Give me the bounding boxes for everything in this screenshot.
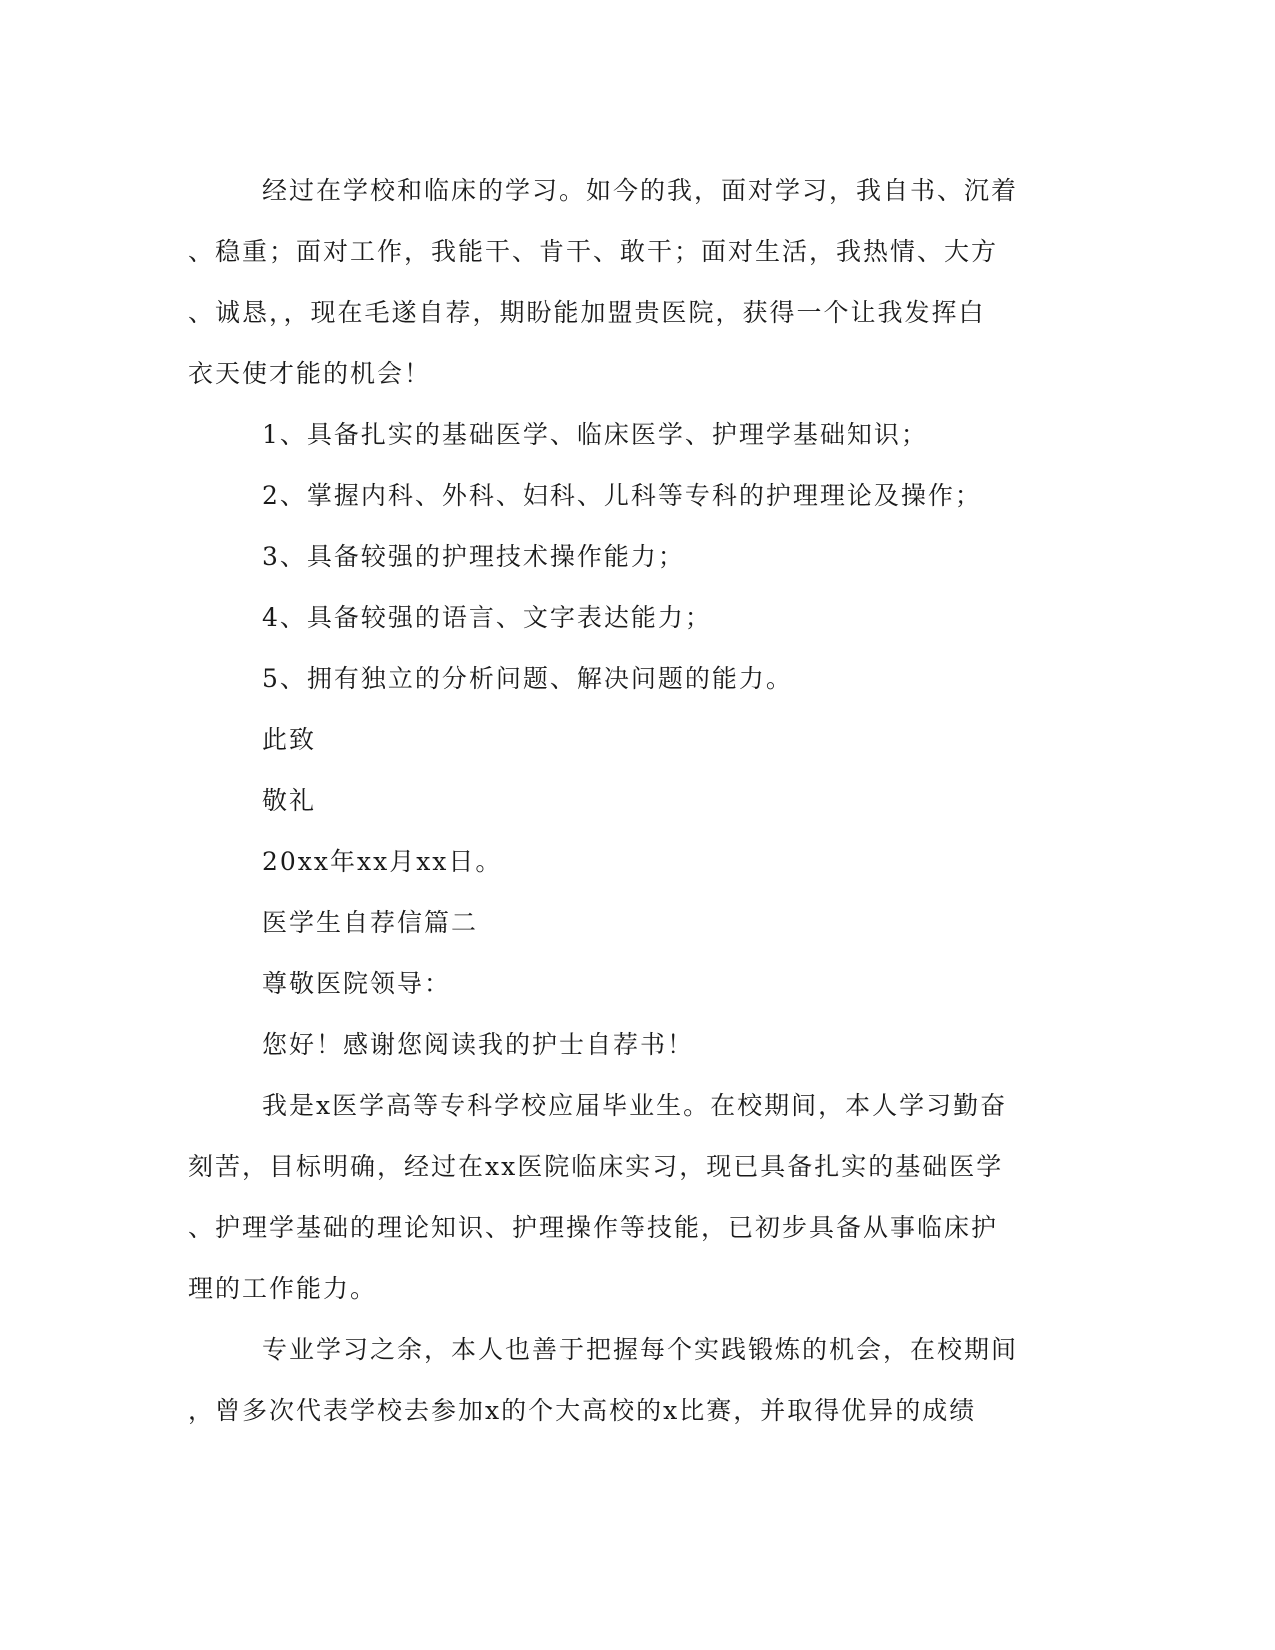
text-line: ，曾多次代表学校去参加x的个大高校的x比赛，并取得优异的成绩 bbox=[188, 1396, 977, 1425]
list-item: 1、具备扎实的基础医学、临床医学、护理学基础知识； bbox=[262, 420, 928, 449]
text-line: 专业学习之余，本人也善于把握每个实践锻炼的机会，在校期间 bbox=[262, 1335, 1019, 1364]
skills-list bbox=[188, 404, 1068, 709]
text-line: 理的工作能力。 bbox=[188, 1274, 378, 1303]
greeting: 您好！感谢您阅读我的护士自荐书！ bbox=[262, 1030, 695, 1059]
salutation: 尊敬医院领导： bbox=[262, 969, 452, 998]
document-body bbox=[188, 160, 1068, 1441]
closing-line: 此致 bbox=[262, 725, 317, 754]
text-line: 我是x医学高等专科学校应届毕业生。在校期间，本人学习勤奋 bbox=[262, 1091, 1008, 1120]
text-line: 、诚恳，，现在毛遂自荐，期盼能加盟贵医院，获得一个让我发挥白 bbox=[188, 298, 986, 327]
list-item: 2、掌握内科、外科、妇科、儿科等专科的护理理论及操作； bbox=[262, 481, 982, 510]
text-line: 经过在学校和临床的学习。如今的我，面对学习，我自书、沉着 bbox=[262, 176, 1019, 205]
closing-date: 20xx年xx月xx日。 bbox=[262, 847, 503, 876]
list-item: 5、拥有独立的分析问题、解决问题的能力。 bbox=[262, 664, 793, 693]
letter-closing bbox=[188, 709, 1068, 892]
text-line: 、稳重；面对工作，我能干、肯干、敢干；面对生活，我热情、大方 bbox=[188, 237, 999, 266]
text-line: 、护理学基础的理论知识、护理操作等技能，已初步具备从事临床护 bbox=[188, 1213, 999, 1242]
paragraph-intro bbox=[188, 160, 1068, 404]
list-item: 3、具备较强的护理技术操作能力； bbox=[262, 542, 685, 571]
paragraph-activities bbox=[188, 1319, 1068, 1441]
paragraph-background bbox=[188, 1075, 1068, 1319]
text-line: 刻苦，目标明确，经过在xx医院临床实习，现已具备扎实的基础医学 bbox=[188, 1152, 1004, 1181]
text-line: 衣天使才能的机会！ bbox=[188, 359, 432, 388]
list-item: 4、具备较强的语言、文字表达能力； bbox=[262, 603, 712, 632]
section-title: 医学生自荐信篇二 bbox=[262, 908, 479, 937]
closing-line: 敬礼 bbox=[262, 786, 317, 815]
